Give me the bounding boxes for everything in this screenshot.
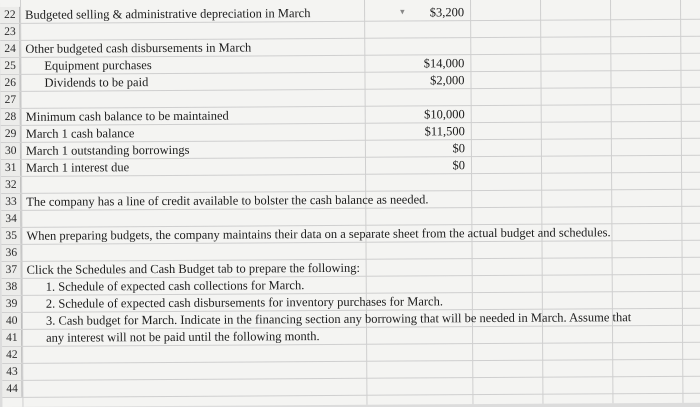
row-number[interactable]: 34	[1, 211, 21, 227]
cell-label[interactable]: When preparing budgets, the company maintains their data on a separate sheet from the actual budget and schedules.	[26, 225, 611, 243]
row-number[interactable]: 40	[2, 313, 22, 329]
cell-marker-icon: ▾	[400, 6, 405, 17]
cell-value[interactable]: $3,200	[429, 5, 465, 20]
row-number[interactable]: 44	[2, 381, 22, 397]
row-number[interactable]: 31	[1, 160, 21, 176]
cell-label[interactable]: Equipment purchases	[44, 58, 152, 73]
cell-label[interactable]: 1. Schedule of expected cash collections for March.	[45, 278, 305, 294]
cell-label[interactable]: 3. Cash budget for March. Indicate in the financing section any borrowing that will be needed in March. Assume that	[45, 310, 632, 328]
row-number[interactable]: 23	[0, 24, 20, 40]
row-number[interactable]: 26	[0, 75, 20, 91]
cell-label[interactable]: Minimum cash balance to be maintained	[25, 108, 229, 124]
row-number[interactable]: 28	[1, 109, 21, 125]
cell-label[interactable]: Dividends to be paid	[44, 75, 149, 90]
cell-value[interactable]: $10,000	[424, 107, 465, 122]
cell-label[interactable]: any interest will not be paid until the following month.	[46, 329, 320, 345]
row-number[interactable]: 24	[0, 41, 20, 57]
cell-label[interactable]: The company has a line of credit available to bolster the cash balance as needed.	[26, 192, 429, 209]
cell-label[interactable]: Other budgeted cash disbursements in March	[25, 40, 252, 56]
row-number[interactable]: 38	[2, 279, 22, 295]
row-number[interactable]: 32	[1, 177, 21, 193]
cell-label[interactable]: Click the Schedules and Cash Budget tab to prepare the following:	[26, 260, 360, 277]
cell-label[interactable]: March 1 cash balance	[25, 126, 135, 141]
cell-label[interactable]: March 1 interest due	[25, 160, 130, 175]
row-number[interactable]: 30	[1, 143, 21, 159]
row-number[interactable]: 29	[1, 126, 21, 142]
row-number[interactable]: 25	[0, 58, 20, 74]
cell-value[interactable]: $11,500	[424, 124, 465, 139]
row-number[interactable]: 36	[1, 245, 21, 261]
sheet-row[interactable]	[2, 377, 700, 398]
row-number[interactable]: 37	[2, 262, 22, 278]
row-number[interactable]: 35	[1, 228, 21, 244]
row-number[interactable]: 41	[2, 330, 22, 346]
row-number[interactable]: 39	[2, 296, 22, 312]
row-number[interactable]: 27	[1, 92, 21, 108]
cell-label[interactable]: March 1 outstanding borrowings	[25, 142, 190, 158]
row-number[interactable]: 43	[2, 364, 22, 380]
row-number[interactable]: 33	[1, 194, 21, 210]
cell-value[interactable]: $0	[452, 158, 466, 173]
cell-value[interactable]: $2,000	[430, 73, 465, 88]
row-number[interactable]: 42	[2, 347, 22, 363]
cell-value[interactable]: $0	[452, 141, 465, 156]
cell-label[interactable]: Budgeted selling & administrative depreciation in March	[25, 6, 311, 22]
cell-label[interactable]: 2. Schedule of expected cash disbursements for inventory purchases for March.	[45, 294, 444, 311]
cell-value[interactable]: $14,000	[423, 56, 465, 71]
row-number[interactable]: 22	[0, 7, 20, 23]
